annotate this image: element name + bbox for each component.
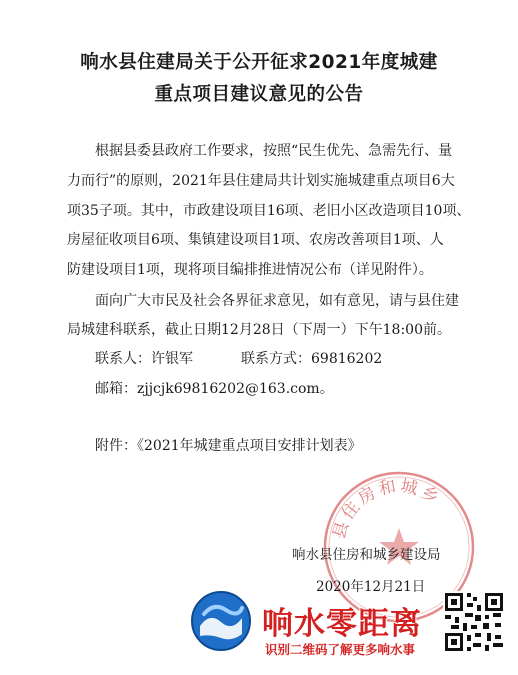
contact-phone: 联系方式：69816202 [241,351,383,367]
brand-slogan: 识别二维码了解更多响水事 [265,642,416,657]
body-p1-line-3: 项35子项。其中，市政建设项目16项、老旧小区改造项目10项、 [67,203,471,219]
notice-title-line-2: 重点项目建议意见的公告 [154,84,364,105]
contact-email: 邮箱：zjjcjk69816202@163.com。 [67,381,334,397]
seal-text: 县住房和城乡 [329,476,445,542]
svg-text:县住房和城乡 [329,476,444,541]
body-p1-line-4: 房屋征收项目6项、集镇建设项目1项、农房改善项目1项、人 [67,232,444,248]
attachment-line: 附件：《2021年城建重点项目安排计划表》 [67,438,362,454]
qr-code-icon [443,591,505,653]
signature-org: 响水县住房和城乡建设局 [292,547,441,563]
brand-name: 响水零距离 [262,606,422,642]
body-p1-line-1: 根据县委县政府工作要求，按照“民生优先、急需先行、量 [67,143,453,159]
body-p1-line-5: 防建设项目1项，现将项目编排推进情况公布（详见附件）。 [67,262,433,278]
contact-row [67,350,382,368]
body-p1-line-2: 力而行”的原则，2021年县住建局共计划实施城建重点项目6大 [67,173,455,189]
notice-title-line-1: 响水县住建局关于公开征求2021年度城建 [80,52,438,73]
body-p2-line-1: 面向广大市民及社会各界征求意见，如有意见，请与县住建 [67,293,459,309]
wave-logo-icon [190,590,252,652]
signature-date: 2020年12月21日 [316,579,426,595]
contact-person: 联系人：许银军 [67,351,193,367]
body-p2-line-2: 局城建科联系，截止日期12月28日（下周一）下午18:00前。 [67,322,451,338]
